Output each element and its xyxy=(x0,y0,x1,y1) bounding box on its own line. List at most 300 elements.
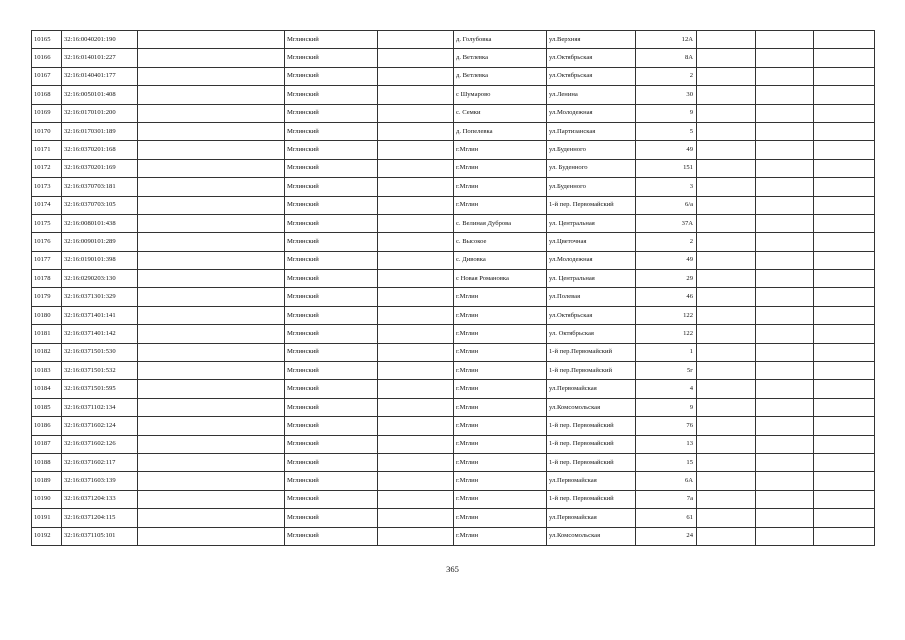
blank-cell xyxy=(138,398,285,416)
blank-cell xyxy=(756,362,814,380)
blank-cell xyxy=(697,31,756,49)
locality-cell: г.Мглин xyxy=(454,527,547,545)
blank-cell xyxy=(814,380,875,398)
blank-cell xyxy=(814,196,875,214)
cadastral-number-cell: 32:16:0371501:595 xyxy=(62,380,138,398)
blank-cell xyxy=(814,417,875,435)
street-cell: 1-й пер.Первомайский xyxy=(547,343,636,361)
row-number-cell: 10191 xyxy=(32,509,62,527)
row-number-cell: 10184 xyxy=(32,380,62,398)
cadastral-number-cell: 32:16:0050101:408 xyxy=(62,86,138,104)
blank-cell xyxy=(697,343,756,361)
blank-cell xyxy=(697,196,756,214)
blank-cell xyxy=(378,343,454,361)
blank-cell xyxy=(814,31,875,49)
table-row xyxy=(32,306,875,324)
cadastral-number-cell: 32:16:0371301:329 xyxy=(62,288,138,306)
blank-cell xyxy=(378,380,454,398)
blank-cell xyxy=(697,325,756,343)
house-number-cell: 15 xyxy=(636,453,697,471)
blank-cell xyxy=(378,472,454,490)
blank-cell xyxy=(814,490,875,508)
house-number-cell: 49 xyxy=(636,141,697,159)
house-number-cell: 30 xyxy=(636,86,697,104)
row-number-cell: 10179 xyxy=(32,288,62,306)
blank-cell xyxy=(814,325,875,343)
blank-cell xyxy=(138,141,285,159)
row-number-cell: 10173 xyxy=(32,178,62,196)
district-cell: Мглинский xyxy=(285,288,378,306)
table-row xyxy=(32,472,875,490)
locality-cell: г.Мглин xyxy=(454,178,547,196)
blank-cell xyxy=(697,288,756,306)
district-cell: Мглинский xyxy=(285,417,378,435)
locality-cell: с Шумарово xyxy=(454,86,547,104)
blank-cell xyxy=(756,159,814,177)
blank-cell xyxy=(814,122,875,140)
street-cell: ул. Буденного xyxy=(547,159,636,177)
blank-cell xyxy=(697,178,756,196)
cadastral-number-cell: 32:16:0371501:532 xyxy=(62,362,138,380)
locality-cell: с. Дивовка xyxy=(454,251,547,269)
row-number-cell: 10167 xyxy=(32,67,62,85)
street-cell: 1-й пер. Первомайский xyxy=(547,453,636,471)
house-number-cell: 122 xyxy=(636,306,697,324)
blank-cell xyxy=(756,417,814,435)
district-cell: Мглинский xyxy=(285,233,378,251)
district-cell: Мглинский xyxy=(285,141,378,159)
street-cell: 1-й пер. Первомайский xyxy=(547,490,636,508)
street-cell: ул. Октябрьская xyxy=(547,325,636,343)
table-row xyxy=(32,490,875,508)
table-row xyxy=(32,159,875,177)
table-row xyxy=(32,67,875,85)
locality-cell: г.Мглин xyxy=(454,288,547,306)
locality-cell: г.Мглин xyxy=(454,435,547,453)
blank-cell xyxy=(378,104,454,122)
street-cell: ул.Молодежная xyxy=(547,251,636,269)
table-row xyxy=(32,86,875,104)
house-number-cell: 29 xyxy=(636,270,697,288)
blank-cell xyxy=(814,159,875,177)
blank-cell xyxy=(138,86,285,104)
table-row xyxy=(32,141,875,159)
blank-cell xyxy=(138,196,285,214)
street-cell: 1-й пер. Первомайский xyxy=(547,417,636,435)
locality-cell: с Новая Романовка xyxy=(454,270,547,288)
blank-cell xyxy=(378,251,454,269)
table-row xyxy=(32,288,875,306)
blank-cell xyxy=(756,178,814,196)
street-cell: ул. Центральная xyxy=(547,214,636,232)
blank-cell xyxy=(378,178,454,196)
house-number-cell: 9 xyxy=(636,398,697,416)
district-cell: Мглинский xyxy=(285,490,378,508)
row-number-cell: 10169 xyxy=(32,104,62,122)
house-number-cell: 2 xyxy=(636,233,697,251)
blank-cell xyxy=(814,527,875,545)
blank-cell xyxy=(138,435,285,453)
district-cell: Мглинский xyxy=(285,362,378,380)
cadastral-number-cell: 32:16:0370201:169 xyxy=(62,159,138,177)
street-cell: 1-й пер.Первомайский xyxy=(547,362,636,380)
locality-cell: д. Ветлевка xyxy=(454,49,547,67)
locality-cell: г.Мглин xyxy=(454,306,547,324)
blank-cell xyxy=(378,453,454,471)
row-number-cell: 10176 xyxy=(32,233,62,251)
house-number-cell: 5г xyxy=(636,362,697,380)
cadastral-number-cell: 32:16:0290203:130 xyxy=(62,270,138,288)
district-cell: Мглинский xyxy=(285,178,378,196)
table-row xyxy=(32,178,875,196)
blank-cell xyxy=(138,453,285,471)
district-cell: Мглинский xyxy=(285,196,378,214)
blank-cell xyxy=(138,270,285,288)
locality-cell: г.Мглин xyxy=(454,417,547,435)
table-row xyxy=(32,233,875,251)
table-row xyxy=(32,122,875,140)
locality-cell: г.Мглин xyxy=(454,380,547,398)
blank-cell xyxy=(697,362,756,380)
blank-cell xyxy=(697,49,756,67)
locality-cell: г.Мглин xyxy=(454,141,547,159)
blank-cell xyxy=(814,398,875,416)
blank-cell xyxy=(756,527,814,545)
district-cell: Мглинский xyxy=(285,343,378,361)
blank-cell xyxy=(378,362,454,380)
house-number-cell: 122 xyxy=(636,325,697,343)
cadastral-number-cell: 32:16:0090101:289 xyxy=(62,233,138,251)
street-cell: ул. Центральная xyxy=(547,270,636,288)
registry-table xyxy=(31,30,875,546)
row-number-cell: 10175 xyxy=(32,214,62,232)
blank-cell xyxy=(756,398,814,416)
house-number-cell: 37А xyxy=(636,214,697,232)
blank-cell xyxy=(138,233,285,251)
blank-cell xyxy=(756,306,814,324)
street-cell: ул.Октябрьская xyxy=(547,49,636,67)
blank-cell xyxy=(378,196,454,214)
cadastral-number-cell: 32:16:0371602:126 xyxy=(62,435,138,453)
district-cell: Мглинский xyxy=(285,527,378,545)
district-cell: Мглинский xyxy=(285,104,378,122)
locality-cell: г.Мглин xyxy=(454,398,547,416)
street-cell: ул.Буденного xyxy=(547,141,636,159)
row-number-cell: 10174 xyxy=(32,196,62,214)
blank-cell xyxy=(814,178,875,196)
table-row xyxy=(32,453,875,471)
district-cell: Мглинский xyxy=(285,159,378,177)
blank-cell xyxy=(697,472,756,490)
blank-cell xyxy=(138,288,285,306)
blank-cell xyxy=(138,343,285,361)
row-number-cell: 10172 xyxy=(32,159,62,177)
cadastral-number-cell: 32:16:0371204:133 xyxy=(62,490,138,508)
district-cell: Мглинский xyxy=(285,306,378,324)
blank-cell xyxy=(697,122,756,140)
locality-cell: с. Семки xyxy=(454,104,547,122)
blank-cell xyxy=(697,435,756,453)
blank-cell xyxy=(378,527,454,545)
house-number-cell: 5 xyxy=(636,122,697,140)
table-row xyxy=(32,325,875,343)
cadastral-number-cell: 32:16:0371603:139 xyxy=(62,472,138,490)
blank-cell xyxy=(697,509,756,527)
row-number-cell: 10188 xyxy=(32,453,62,471)
table-row xyxy=(32,509,875,527)
house-number-cell: 1 xyxy=(636,343,697,361)
district-cell: Мглинский xyxy=(285,67,378,85)
locality-cell: с. Велиная Дуброва xyxy=(454,214,547,232)
cadastral-number-cell: 32:16:0080101:438 xyxy=(62,214,138,232)
locality-cell: г.Мглин xyxy=(454,490,547,508)
blank-cell xyxy=(756,67,814,85)
blank-cell xyxy=(138,490,285,508)
row-number-cell: 10181 xyxy=(32,325,62,343)
house-number-cell: 6А xyxy=(636,472,697,490)
table-row xyxy=(32,31,875,49)
blank-cell xyxy=(756,141,814,159)
locality-cell: г.Мглин xyxy=(454,159,547,177)
blank-cell xyxy=(814,472,875,490)
row-number-cell: 10171 xyxy=(32,141,62,159)
blank-cell xyxy=(697,417,756,435)
house-number-cell: 6/а xyxy=(636,196,697,214)
blank-cell xyxy=(756,49,814,67)
locality-cell: д. Голубовка xyxy=(454,31,547,49)
blank-cell xyxy=(756,325,814,343)
street-cell: ул.Комсомольская xyxy=(547,398,636,416)
district-cell: Мглинский xyxy=(285,398,378,416)
locality-cell: с. Высокое xyxy=(454,233,547,251)
street-cell: ул.Ленина xyxy=(547,86,636,104)
blank-cell xyxy=(756,104,814,122)
house-number-cell: 151 xyxy=(636,159,697,177)
street-cell: ул.Октябрьская xyxy=(547,306,636,324)
blank-cell xyxy=(756,380,814,398)
blank-cell xyxy=(697,490,756,508)
cadastral-number-cell: 32:16:0040201:190 xyxy=(62,31,138,49)
house-number-cell: 49 xyxy=(636,251,697,269)
blank-cell xyxy=(756,214,814,232)
district-cell: Мглинский xyxy=(285,31,378,49)
table-row xyxy=(32,362,875,380)
street-cell: ул.Первомайская xyxy=(547,472,636,490)
blank-cell xyxy=(138,49,285,67)
street-cell: 1-й пер. Первомайский xyxy=(547,196,636,214)
blank-cell xyxy=(814,214,875,232)
blank-cell xyxy=(378,49,454,67)
district-cell: Мглинский xyxy=(285,214,378,232)
street-cell: ул.Полевая xyxy=(547,288,636,306)
blank-cell xyxy=(756,86,814,104)
cadastral-number-cell: 32:16:0370703:181 xyxy=(62,178,138,196)
blank-cell xyxy=(138,67,285,85)
blank-cell xyxy=(378,214,454,232)
blank-cell xyxy=(378,233,454,251)
blank-cell xyxy=(378,398,454,416)
blank-cell xyxy=(378,141,454,159)
page-number: 365 xyxy=(446,564,459,574)
table-row xyxy=(32,417,875,435)
row-number-cell: 10189 xyxy=(32,472,62,490)
blank-cell xyxy=(756,509,814,527)
street-cell: 1-й пер. Первомайский xyxy=(547,435,636,453)
house-number-cell: 13 xyxy=(636,435,697,453)
blank-cell xyxy=(814,435,875,453)
blank-cell xyxy=(697,306,756,324)
house-number-cell: 2 xyxy=(636,67,697,85)
row-number-cell: 10183 xyxy=(32,362,62,380)
blank-cell xyxy=(814,233,875,251)
district-cell: Мглинский xyxy=(285,453,378,471)
district-cell: Мглинский xyxy=(285,86,378,104)
cadastral-number-cell: 32:16:0370201:168 xyxy=(62,141,138,159)
cadastral-number-cell: 32:16:0371401:141 xyxy=(62,306,138,324)
row-number-cell: 10178 xyxy=(32,270,62,288)
blank-cell xyxy=(756,196,814,214)
blank-cell xyxy=(756,472,814,490)
blank-cell xyxy=(697,251,756,269)
street-cell: ул.Первомайская xyxy=(547,380,636,398)
locality-cell: г.Мглин xyxy=(454,453,547,471)
blank-cell xyxy=(138,214,285,232)
table-row xyxy=(32,104,875,122)
table-row xyxy=(32,49,875,67)
table-row xyxy=(32,343,875,361)
house-number-cell: 24 xyxy=(636,527,697,545)
cadastral-number-cell: 32:16:0190101:398 xyxy=(62,251,138,269)
blank-cell xyxy=(138,178,285,196)
row-number-cell: 10187 xyxy=(32,435,62,453)
district-cell: Мглинский xyxy=(285,251,378,269)
table-row xyxy=(32,380,875,398)
house-number-cell: 76 xyxy=(636,417,697,435)
blank-cell xyxy=(697,453,756,471)
blank-cell xyxy=(814,509,875,527)
blank-cell xyxy=(756,251,814,269)
table-row xyxy=(32,527,875,545)
cadastral-number-cell: 32:16:0371602:117 xyxy=(62,453,138,471)
cadastral-number-cell: 32:16:0371602:124 xyxy=(62,417,138,435)
row-number-cell: 10185 xyxy=(32,398,62,416)
blank-cell xyxy=(138,362,285,380)
blank-cell xyxy=(138,104,285,122)
blank-cell xyxy=(697,104,756,122)
row-number-cell: 10170 xyxy=(32,122,62,140)
blank-cell xyxy=(697,86,756,104)
blank-cell xyxy=(697,214,756,232)
district-cell: Мглинский xyxy=(285,472,378,490)
house-number-cell: 4 xyxy=(636,380,697,398)
blank-cell xyxy=(697,141,756,159)
house-number-cell: 3 xyxy=(636,178,697,196)
district-cell: Мглинский xyxy=(285,270,378,288)
table-row xyxy=(32,435,875,453)
cadastral-number-cell: 32:16:0140401:177 xyxy=(62,67,138,85)
blank-cell xyxy=(814,251,875,269)
district-cell: Мглинский xyxy=(285,509,378,527)
table-row xyxy=(32,270,875,288)
blank-cell xyxy=(378,306,454,324)
cadastral-number-cell: 32:16:0170301:189 xyxy=(62,122,138,140)
blank-cell xyxy=(378,86,454,104)
table-row xyxy=(32,196,875,214)
table-row xyxy=(32,251,875,269)
blank-cell xyxy=(697,380,756,398)
house-number-cell: 8А xyxy=(636,49,697,67)
blank-cell xyxy=(138,122,285,140)
locality-cell: д. Попелевка xyxy=(454,122,547,140)
cadastral-number-cell: 32:16:0140101:227 xyxy=(62,49,138,67)
district-cell: Мглинский xyxy=(285,435,378,453)
blank-cell xyxy=(697,159,756,177)
blank-cell xyxy=(138,31,285,49)
blank-cell xyxy=(814,343,875,361)
row-number-cell: 10180 xyxy=(32,306,62,324)
blank-cell xyxy=(378,67,454,85)
street-cell: ул.Молодежная xyxy=(547,104,636,122)
blank-cell xyxy=(138,527,285,545)
district-cell: Мглинский xyxy=(285,325,378,343)
district-cell: Мглинский xyxy=(285,380,378,398)
blank-cell xyxy=(814,306,875,324)
blank-cell xyxy=(378,288,454,306)
blank-cell xyxy=(814,104,875,122)
blank-cell xyxy=(756,490,814,508)
cadastral-number-cell: 32:16:0371501:530 xyxy=(62,343,138,361)
blank-cell xyxy=(756,31,814,49)
blank-cell xyxy=(756,233,814,251)
street-cell: ул.Верхняя xyxy=(547,31,636,49)
house-number-cell: 9 xyxy=(636,104,697,122)
blank-cell xyxy=(756,270,814,288)
row-number-cell: 10190 xyxy=(32,490,62,508)
locality-cell: г.Мглин xyxy=(454,472,547,490)
street-cell: ул.Октябрьская xyxy=(547,67,636,85)
row-number-cell: 10186 xyxy=(32,417,62,435)
blank-cell xyxy=(814,86,875,104)
house-number-cell: 7а xyxy=(636,490,697,508)
district-cell: Мглинский xyxy=(285,122,378,140)
street-cell: ул.Буденного xyxy=(547,178,636,196)
cadastral-number-cell: 32:16:0371102:134 xyxy=(62,398,138,416)
table-row xyxy=(32,214,875,232)
blank-cell xyxy=(814,67,875,85)
blank-cell xyxy=(138,251,285,269)
house-number-cell: 46 xyxy=(636,288,697,306)
blank-cell xyxy=(756,343,814,361)
table-row xyxy=(32,398,875,416)
blank-cell xyxy=(138,417,285,435)
blank-cell xyxy=(697,233,756,251)
row-number-cell: 10166 xyxy=(32,49,62,67)
locality-cell: г.Мглин xyxy=(454,196,547,214)
locality-cell: г.Мглин xyxy=(454,362,547,380)
blank-cell xyxy=(378,417,454,435)
row-number-cell: 10192 xyxy=(32,527,62,545)
blank-cell xyxy=(814,362,875,380)
cadastral-number-cell: 32:16:0371204:115 xyxy=(62,509,138,527)
blank-cell xyxy=(697,398,756,416)
blank-cell xyxy=(814,453,875,471)
street-cell: ул.Первомайская xyxy=(547,509,636,527)
cadastral-number-cell: 32:16:0371105:101 xyxy=(62,527,138,545)
street-cell: ул.Цветочная xyxy=(547,233,636,251)
blank-cell xyxy=(697,270,756,288)
blank-cell xyxy=(138,509,285,527)
blank-cell xyxy=(814,288,875,306)
